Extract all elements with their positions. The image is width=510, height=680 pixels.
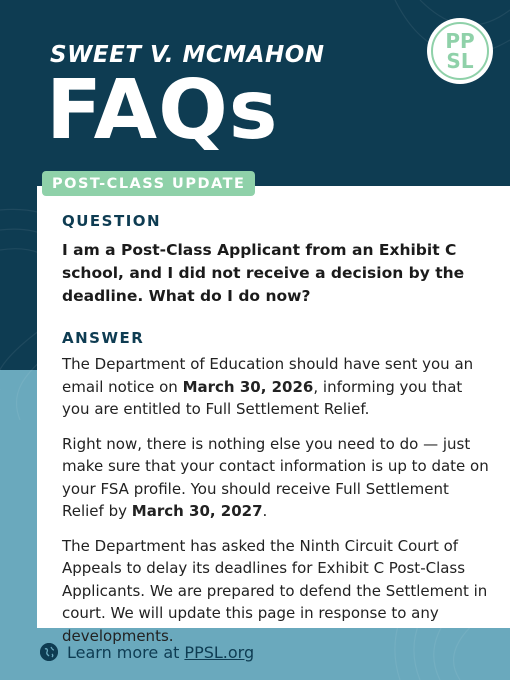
p2-date: March 30, 2027 bbox=[131, 502, 263, 520]
faq-card bbox=[37, 186, 510, 645]
logo-line-1: PP bbox=[445, 29, 475, 53]
question-label: QUESTION bbox=[62, 212, 162, 230]
case-subtitle: SWEET V. MCMAHON bbox=[50, 42, 325, 68]
p2-text: Right now, there is nothing else you need to do — just make sure that your contact information is up to date on your FSA profile. You should receive Full Settlement Relief by bbox=[62, 434, 489, 520]
p2-text-end: . bbox=[262, 502, 268, 520]
answer-paragraph-1 bbox=[62, 353, 490, 421]
ppsl-logo-mark bbox=[431, 22, 489, 80]
ppsl-link[interactable]: PPSL.org bbox=[184, 642, 255, 662]
ppsl-logo bbox=[427, 18, 493, 84]
page-title: FAQs bbox=[46, 63, 279, 158]
footer-text: Learn more at bbox=[67, 642, 180, 662]
answer-label: ANSWER bbox=[62, 329, 145, 347]
p1-date: March 30, 2026 bbox=[182, 377, 314, 396]
question-text: I am a Post-Class Applicant from an Exhibit C school, and I did not receive a decision by the deadline. What do I do now? bbox=[62, 241, 465, 305]
post-class-update-badge: POST-CLASS UPDATE bbox=[42, 171, 255, 196]
logo-line-2: SL bbox=[446, 49, 474, 73]
p1-text-end: , informing you that you are entitled to Full Settlement Relief. bbox=[62, 377, 463, 418]
answer-paragraph-2 bbox=[62, 433, 490, 523]
answer-paragraph-3: The Department has asked the Ninth Circuit Court of Appeals to delay its deadlines for Exhibit C Post-Class Applicants. We are prepared to defend the Settlement in court. We will update this page in response to any developments. bbox=[62, 536, 488, 645]
globe-icon bbox=[40, 643, 58, 661]
p1-text: The Department of Education should have sent you an email notice on bbox=[62, 355, 474, 396]
